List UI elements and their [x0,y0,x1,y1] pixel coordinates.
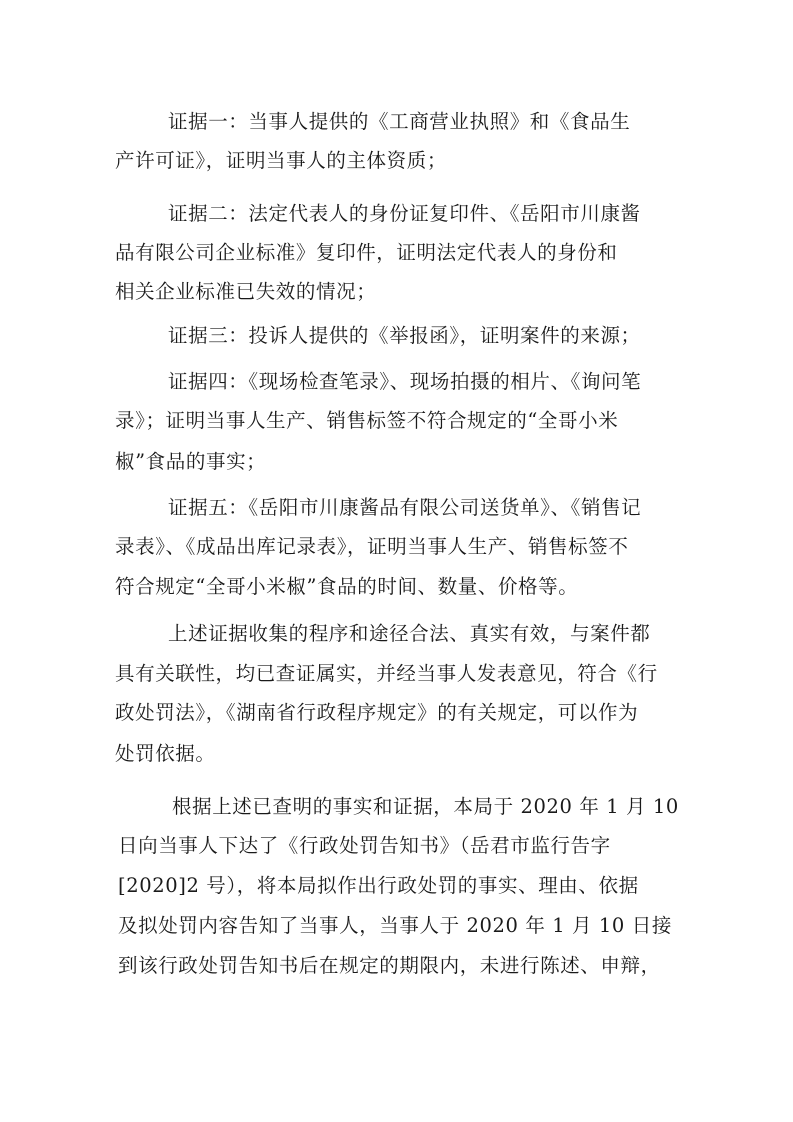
text-line: 椒”食品的事实； [115,450,267,473]
text-line: 日向当事人下达了《行政处罚告知书》（岳君市监行告字 [118,834,611,857]
text-line: 处罚依据。 [115,742,216,765]
text-line: [2020]2 号），将本局拟作出行政处罚的事实、理由、依据 [118,874,639,897]
text-line: 上述证据收集的程序和途径合法、真实有效，与案件都 [168,622,651,645]
text-line: 符合规定“全哥小米椒”食品的时间、数量、价格等。 [115,575,579,598]
text-line: 品有限公司企业标准》复印件，证明法定代表人的身份和 [115,241,618,264]
text-line: 证据一：当事人提供的《工商营业执照》和《食品生 [168,110,631,133]
text-line: 及拟处罚内容告知了当事人，当事人于 2020 年 1 月 10 日接 [118,914,672,937]
text-line: 证据五：《岳阳市川康酱品有限公司送货单》、《销售记 [168,496,642,519]
text-line: 到该行政处罚告知书后在规定的期限内，未进行陈述、申辩， [118,954,661,977]
text-line: 录》；证明当事人生产、销售标签不符合规定的“全哥小米 [115,409,619,432]
text-line: 政处罚法》，《湖南省行政程序规定》的有关规定，可以作为 [115,701,639,724]
text-line: 根据上述已查明的事实和证据，本局于 2020 年 1 月 10 [172,795,679,818]
text-line: 具有关联性，均已查证属实，并经当事人发表意见，符合《行 [115,662,658,685]
text-line: 证据二：法定代表人的身份证复印件、《岳阳市川康酱 [168,202,641,225]
text-line: 证据四：《现场检查笔录》、现场拍摄的相片、《询问笔 [168,370,642,393]
text-line: 相关企业标准已失效的情况； [115,280,377,303]
text-line: 证据三：投诉人提供的《举报函》，证明案件的来源； [168,324,641,347]
text-line: 产许可证》，证明当事人的主体资质； [115,149,447,172]
text-line: 录表》、《成品出库记录表》，证明当事人生产、销售标签不 [115,535,629,558]
